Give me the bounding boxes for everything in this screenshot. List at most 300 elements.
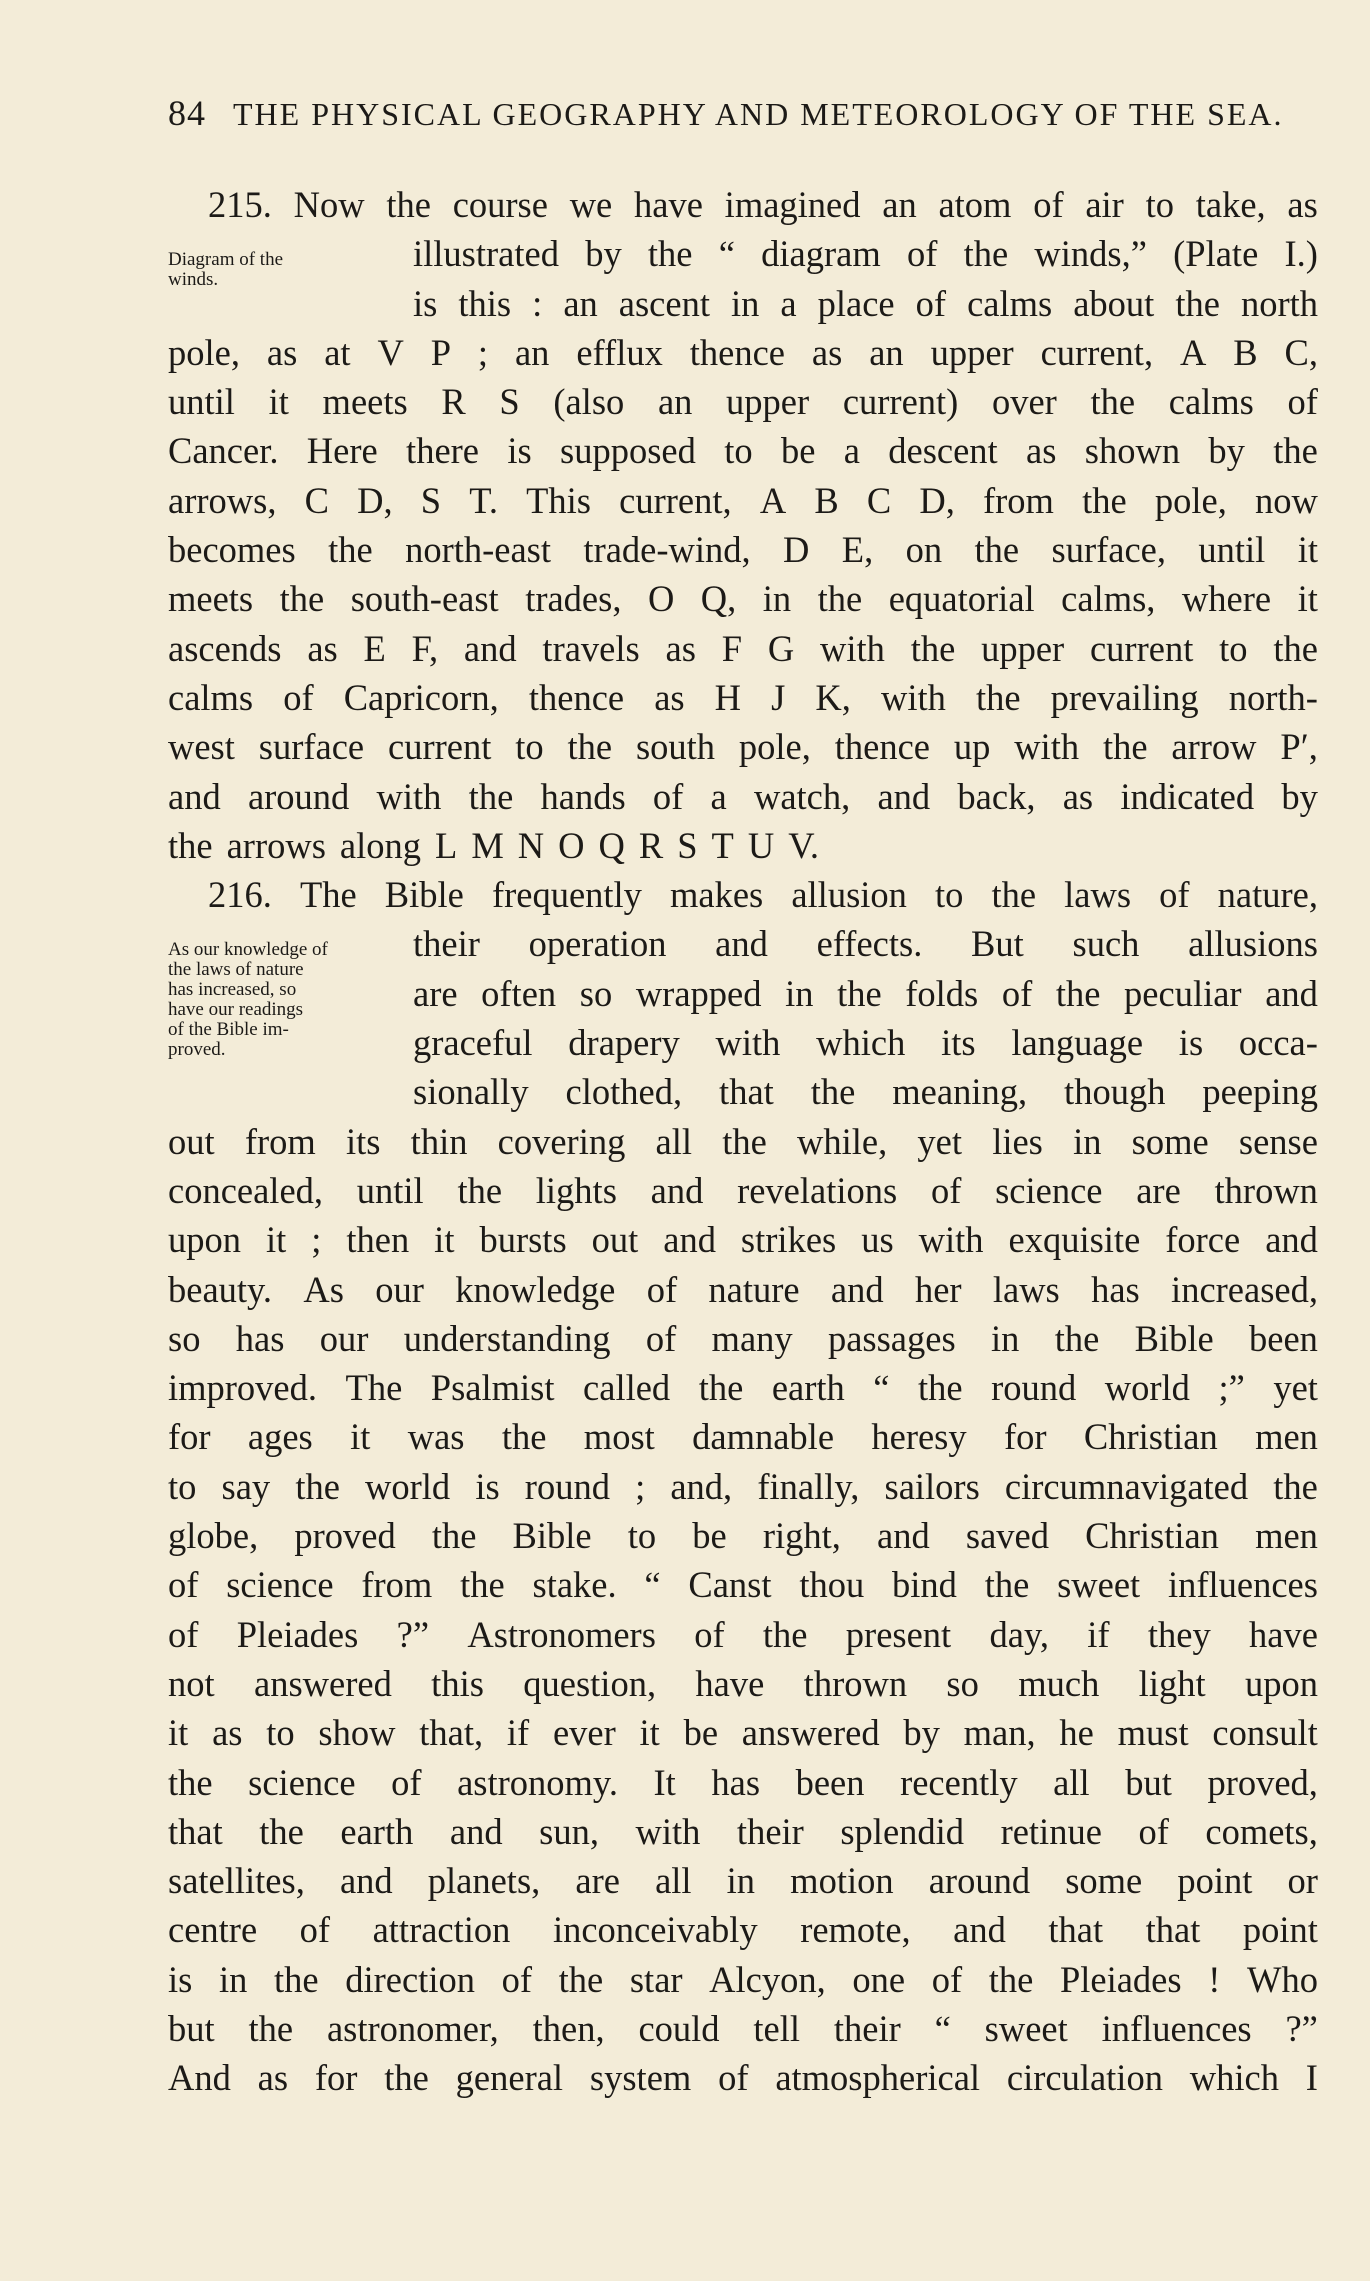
word: with bbox=[715, 1022, 781, 1064]
word: and, bbox=[670, 1465, 733, 1507]
word: as bbox=[1062, 775, 1094, 817]
word: supposed bbox=[560, 430, 696, 472]
word: B bbox=[814, 479, 839, 521]
word: if bbox=[506, 1712, 530, 1754]
word: “ bbox=[718, 233, 735, 275]
word: a bbox=[843, 430, 860, 472]
text-line bbox=[168, 525, 1318, 574]
word: up bbox=[953, 726, 991, 768]
word: finally, bbox=[757, 1465, 860, 1507]
word: O bbox=[647, 578, 675, 620]
word: such bbox=[1072, 923, 1140, 965]
word: meets bbox=[322, 381, 408, 423]
word: they bbox=[1147, 1613, 1211, 1655]
word: S bbox=[677, 824, 698, 866]
word: but bbox=[168, 2007, 215, 2049]
word: the bbox=[1055, 972, 1101, 1014]
text-line bbox=[168, 180, 1318, 229]
word: round bbox=[524, 1465, 610, 1507]
word: point bbox=[1242, 1909, 1318, 1951]
word: to bbox=[168, 1465, 197, 1507]
word: for bbox=[1003, 1416, 1047, 1458]
word: to bbox=[935, 874, 964, 916]
word: star bbox=[629, 1958, 683, 2000]
word: sionally bbox=[413, 1071, 529, 1113]
word: take, bbox=[1195, 184, 1266, 225]
word: E bbox=[363, 627, 386, 669]
word: force bbox=[1165, 1219, 1241, 1261]
word: This bbox=[526, 479, 592, 521]
word: F, bbox=[411, 627, 439, 669]
word: atmospherical bbox=[775, 2057, 981, 2099]
word: with bbox=[635, 1810, 701, 1852]
word: of bbox=[1033, 184, 1064, 225]
word: bursts bbox=[479, 1219, 567, 1261]
text-line bbox=[168, 1215, 1318, 1264]
word: a bbox=[780, 282, 797, 324]
word: be bbox=[692, 1515, 727, 1557]
word: (Plate bbox=[1173, 233, 1259, 275]
word: of bbox=[694, 1613, 725, 1655]
word: satellites, bbox=[168, 1860, 305, 1902]
word: proved bbox=[294, 1515, 396, 1557]
word: arrows, bbox=[168, 479, 277, 521]
text-line bbox=[168, 1166, 1318, 1215]
word: with bbox=[819, 627, 885, 669]
word: concealed, bbox=[168, 1169, 324, 1211]
word: circumnavigated bbox=[1004, 1465, 1249, 1507]
word: diagram bbox=[761, 233, 881, 275]
word: the bbox=[328, 529, 373, 571]
word: the bbox=[567, 726, 613, 768]
word: trade-wind, bbox=[583, 529, 751, 571]
text-line bbox=[168, 1955, 1318, 2004]
word: nature, bbox=[1217, 874, 1318, 916]
word: C bbox=[304, 479, 329, 521]
word: with bbox=[880, 676, 946, 718]
word: men bbox=[1255, 1416, 1318, 1458]
word: folds bbox=[905, 972, 979, 1014]
word: R bbox=[441, 381, 466, 423]
word: by bbox=[1281, 775, 1318, 817]
sidenote-line: As our knowledge of bbox=[168, 939, 328, 960]
word: thrown bbox=[803, 1662, 908, 1704]
text-line bbox=[168, 2004, 1318, 2053]
word: though bbox=[1064, 1071, 1166, 1113]
word: not bbox=[168, 1662, 215, 1704]
word: knowledge bbox=[455, 1268, 616, 1310]
word: ascends bbox=[168, 627, 282, 669]
word: direction bbox=[345, 1958, 475, 2000]
word: out bbox=[591, 1219, 639, 1261]
word: as bbox=[1026, 430, 1057, 472]
word: in bbox=[726, 1860, 756, 1902]
word: laws bbox=[992, 1268, 1060, 1310]
word: efflux bbox=[576, 331, 663, 373]
text-line bbox=[168, 821, 1318, 870]
word: upper bbox=[930, 331, 1014, 373]
word: he bbox=[1059, 1712, 1094, 1754]
word: stake. bbox=[532, 1564, 617, 1606]
word: and bbox=[830, 1268, 884, 1310]
word: the bbox=[431, 1515, 477, 1557]
word: the bbox=[817, 578, 863, 620]
word: many bbox=[711, 1317, 793, 1359]
word: of bbox=[930, 1169, 962, 1211]
word: all bbox=[655, 1860, 692, 1902]
word: if bbox=[1087, 1613, 1110, 1655]
word: of bbox=[168, 1613, 199, 1655]
word: the bbox=[1102, 726, 1148, 768]
text-line bbox=[168, 1462, 1318, 1511]
word: C bbox=[866, 479, 892, 521]
word: Alcyon, bbox=[709, 1958, 826, 2000]
word: is bbox=[475, 1465, 500, 1507]
text-line bbox=[168, 1363, 1318, 1412]
word: exquisite bbox=[1008, 1219, 1141, 1261]
word: “ bbox=[934, 2007, 951, 2049]
word: and bbox=[877, 1515, 930, 1557]
word: arrow bbox=[1171, 726, 1257, 768]
word: it bbox=[350, 1416, 371, 1458]
word: prevailing bbox=[1050, 676, 1199, 718]
word: of bbox=[646, 1268, 678, 1310]
word: occa- bbox=[1238, 1022, 1318, 1064]
word: meets bbox=[168, 578, 254, 620]
word: and bbox=[463, 627, 517, 669]
word: west bbox=[168, 726, 235, 768]
word: centre bbox=[168, 1909, 258, 1951]
word: the bbox=[1082, 479, 1127, 521]
word: of bbox=[652, 775, 684, 817]
word: thrown bbox=[1214, 1169, 1318, 1211]
word: the bbox=[762, 1613, 808, 1655]
word: V bbox=[377, 331, 404, 373]
word: But bbox=[971, 923, 1024, 965]
word: where bbox=[1181, 578, 1272, 620]
word: could bbox=[638, 2007, 720, 2049]
word: it bbox=[1297, 578, 1318, 620]
word: Pleiades bbox=[236, 1613, 359, 1655]
word: descent bbox=[888, 430, 998, 472]
word: are bbox=[575, 1860, 620, 1902]
word: and bbox=[168, 775, 221, 817]
word: ?” bbox=[1285, 2007, 1318, 2049]
word: are bbox=[1136, 1169, 1181, 1211]
word: in bbox=[1073, 1120, 1102, 1162]
word: meaning, bbox=[892, 1071, 1028, 1113]
word: has bbox=[1091, 1268, 1140, 1310]
word: that bbox=[1048, 1909, 1104, 1951]
text-line bbox=[168, 772, 1318, 821]
word: by bbox=[585, 233, 622, 275]
word: allusion bbox=[791, 874, 907, 916]
word: of bbox=[931, 1958, 963, 2000]
word: as bbox=[266, 331, 298, 373]
word: astronomy. bbox=[457, 1761, 618, 1803]
word: It bbox=[653, 1761, 676, 1803]
text-line bbox=[168, 1511, 1318, 1560]
word: the bbox=[1273, 430, 1318, 472]
word: which bbox=[1189, 2057, 1279, 2099]
text-line bbox=[168, 1265, 1318, 1314]
text-line bbox=[168, 377, 1318, 426]
word: sun, bbox=[539, 1810, 599, 1852]
word: and bbox=[650, 1169, 704, 1211]
word: allusions bbox=[1188, 923, 1318, 965]
word: the bbox=[274, 1958, 319, 2000]
word: in bbox=[762, 578, 792, 620]
word: the bbox=[698, 1367, 744, 1409]
word: Astronomers bbox=[467, 1613, 656, 1655]
sidenote-line: has increased, so bbox=[168, 979, 297, 1000]
word: that bbox=[719, 1071, 774, 1113]
word: until bbox=[356, 1169, 424, 1211]
word: often bbox=[481, 972, 557, 1014]
word: the bbox=[386, 184, 431, 225]
word: planets, bbox=[427, 1860, 541, 1902]
word: man, bbox=[963, 1712, 1036, 1754]
word: Christian bbox=[1083, 1416, 1218, 1458]
word: the bbox=[501, 1416, 547, 1458]
word: effects. bbox=[816, 923, 923, 965]
word: an bbox=[563, 282, 598, 324]
word: as bbox=[307, 627, 338, 669]
word: As bbox=[303, 1268, 344, 1310]
word: trades, bbox=[525, 578, 622, 620]
word: comets, bbox=[1205, 1810, 1318, 1852]
word: must bbox=[1117, 1712, 1189, 1754]
word: with bbox=[1014, 726, 1080, 768]
word: of bbox=[906, 233, 938, 275]
word: have bbox=[634, 184, 703, 225]
word: the bbox=[468, 775, 514, 817]
word: that, bbox=[419, 1712, 484, 1754]
word: question, bbox=[523, 1662, 657, 1704]
word: calms bbox=[967, 282, 1053, 324]
word: thou bbox=[799, 1564, 865, 1606]
word: and bbox=[1265, 972, 1318, 1014]
word: south bbox=[635, 726, 716, 768]
word: (also bbox=[553, 381, 625, 423]
word: frequently bbox=[491, 874, 642, 916]
sidenote-line: winds. bbox=[168, 269, 219, 290]
word: ! bbox=[1208, 1958, 1221, 2000]
word: the bbox=[279, 578, 325, 620]
word: so bbox=[946, 1662, 979, 1704]
word: motion bbox=[790, 1860, 894, 1902]
word: upper bbox=[981, 627, 1065, 669]
sidenote-line: have our readings bbox=[168, 999, 304, 1020]
word: tell bbox=[753, 2007, 801, 2049]
word: The bbox=[345, 1367, 403, 1409]
word: over bbox=[991, 381, 1057, 423]
word: V. bbox=[788, 824, 819, 866]
word: now bbox=[1254, 479, 1318, 521]
word: astronomer, bbox=[326, 2007, 499, 2049]
word: their bbox=[833, 2007, 901, 2049]
text-line bbox=[168, 1708, 1318, 1757]
word: improved. bbox=[168, 1367, 318, 1409]
word: N bbox=[517, 824, 545, 866]
word: winds,” bbox=[1034, 233, 1147, 275]
word: as bbox=[1287, 184, 1318, 225]
word: Q bbox=[598, 824, 625, 866]
word: Canst bbox=[688, 1564, 772, 1606]
word: until bbox=[168, 381, 235, 423]
word: all bbox=[655, 1120, 693, 1162]
word: the bbox=[1175, 282, 1220, 324]
word: Christian bbox=[1085, 1515, 1219, 1557]
word: : bbox=[532, 282, 543, 324]
word: place bbox=[817, 282, 895, 324]
word: one bbox=[852, 1958, 906, 2000]
word: Here bbox=[306, 430, 378, 472]
text-line bbox=[168, 2053, 1318, 2102]
word: the bbox=[918, 1367, 963, 1409]
word: in bbox=[990, 1317, 1020, 1359]
word: some bbox=[1131, 1120, 1209, 1162]
text-line bbox=[168, 624, 1318, 673]
word: us bbox=[861, 1219, 894, 1261]
word: to bbox=[1145, 184, 1174, 225]
word: was bbox=[407, 1416, 465, 1458]
word: then bbox=[346, 1219, 410, 1261]
word: north-east bbox=[405, 529, 552, 571]
word: have bbox=[1249, 1613, 1318, 1655]
word: of bbox=[915, 282, 947, 324]
word: S bbox=[499, 381, 520, 423]
word: illustrated bbox=[413, 233, 559, 275]
word: I.) bbox=[1284, 233, 1318, 275]
word: makes bbox=[670, 874, 764, 916]
word: to bbox=[724, 430, 753, 472]
word: of bbox=[168, 1564, 199, 1606]
word: Psalmist bbox=[430, 1367, 555, 1409]
word: laws bbox=[1064, 874, 1132, 916]
word: for bbox=[168, 1416, 211, 1458]
word: her bbox=[914, 1268, 962, 1310]
word: covering bbox=[497, 1120, 626, 1162]
word: their bbox=[413, 923, 480, 965]
text-line bbox=[168, 1067, 1318, 1116]
word: an bbox=[869, 331, 904, 373]
word: proved, bbox=[1207, 1761, 1318, 1803]
word: around bbox=[247, 775, 350, 817]
word: language bbox=[1011, 1022, 1144, 1064]
word: nature bbox=[708, 1268, 800, 1310]
word: and bbox=[339, 1860, 393, 1902]
text-line bbox=[168, 1905, 1318, 1954]
word: and bbox=[953, 1909, 1006, 1951]
word: A bbox=[1179, 331, 1207, 373]
word: bind bbox=[892, 1564, 957, 1606]
word: pole, bbox=[168, 331, 240, 373]
word: upon bbox=[1244, 1662, 1318, 1704]
word: E, bbox=[841, 529, 874, 571]
word: L bbox=[435, 824, 458, 866]
word: it bbox=[168, 1712, 189, 1754]
word: day, bbox=[989, 1613, 1049, 1655]
word: its bbox=[345, 1120, 381, 1162]
word: imagined bbox=[724, 184, 861, 225]
word: the bbox=[248, 2007, 294, 2049]
word: Q, bbox=[700, 578, 737, 620]
text-line bbox=[168, 1610, 1318, 1659]
word: to bbox=[1219, 627, 1248, 669]
word: peeping bbox=[1202, 1071, 1318, 1113]
word: Now bbox=[293, 184, 365, 225]
word: as bbox=[665, 627, 696, 669]
word: much bbox=[1018, 1662, 1100, 1704]
word: on bbox=[905, 529, 943, 571]
word: and bbox=[663, 1219, 716, 1261]
sidenote-line: proved. bbox=[168, 1039, 226, 1060]
word: thin bbox=[410, 1120, 468, 1162]
word: attraction bbox=[372, 1909, 511, 1951]
word: right, bbox=[762, 1515, 841, 1557]
word: upper bbox=[726, 381, 810, 423]
word: answered bbox=[741, 1712, 880, 1754]
word: been bbox=[795, 1761, 865, 1803]
word: beauty. bbox=[168, 1268, 273, 1310]
word: back, bbox=[957, 775, 1036, 817]
word: current, bbox=[619, 479, 732, 521]
word: equatorial bbox=[888, 578, 1035, 620]
word: sweet bbox=[1057, 1564, 1141, 1606]
text-line bbox=[168, 1758, 1318, 1807]
word: the bbox=[810, 1071, 856, 1113]
word: about bbox=[1073, 282, 1155, 324]
page-number: 84 bbox=[168, 93, 206, 133]
word: of bbox=[645, 1317, 677, 1359]
word: globe, bbox=[168, 1515, 259, 1557]
word: course bbox=[452, 184, 548, 225]
word: world bbox=[1104, 1367, 1190, 1409]
word: that bbox=[168, 1810, 223, 1852]
word: light bbox=[1138, 1662, 1206, 1704]
word: U bbox=[747, 824, 775, 866]
word: the bbox=[384, 2057, 429, 2099]
word: the bbox=[991, 874, 1037, 916]
word: the bbox=[1273, 627, 1318, 669]
word: A bbox=[759, 479, 787, 521]
word: so bbox=[579, 972, 613, 1014]
text-line bbox=[168, 229, 1318, 278]
word: north- bbox=[1228, 676, 1318, 718]
word: of bbox=[283, 676, 314, 718]
word: C, bbox=[1284, 331, 1318, 373]
running-title: THE PHYSICAL GEOGRAPHY AND METEOROLOGY OF THE SEA. bbox=[233, 96, 1284, 132]
word: ascent bbox=[618, 282, 710, 324]
text-line bbox=[168, 328, 1318, 377]
word: show bbox=[318, 1712, 396, 1754]
word: Who bbox=[1247, 1958, 1318, 2000]
word: strikes bbox=[740, 1219, 837, 1261]
word: of bbox=[299, 1909, 331, 1951]
text-line bbox=[168, 673, 1318, 722]
word: And bbox=[168, 2057, 231, 2099]
word: influences bbox=[1101, 2007, 1252, 2049]
word: an bbox=[657, 381, 693, 423]
word: this bbox=[431, 1662, 484, 1704]
word: but bbox=[1125, 1761, 1172, 1803]
word: from bbox=[244, 1120, 316, 1162]
word: with bbox=[918, 1219, 984, 1261]
word: sense bbox=[1238, 1120, 1318, 1162]
word: there bbox=[406, 430, 479, 472]
word: the bbox=[1273, 1465, 1318, 1507]
